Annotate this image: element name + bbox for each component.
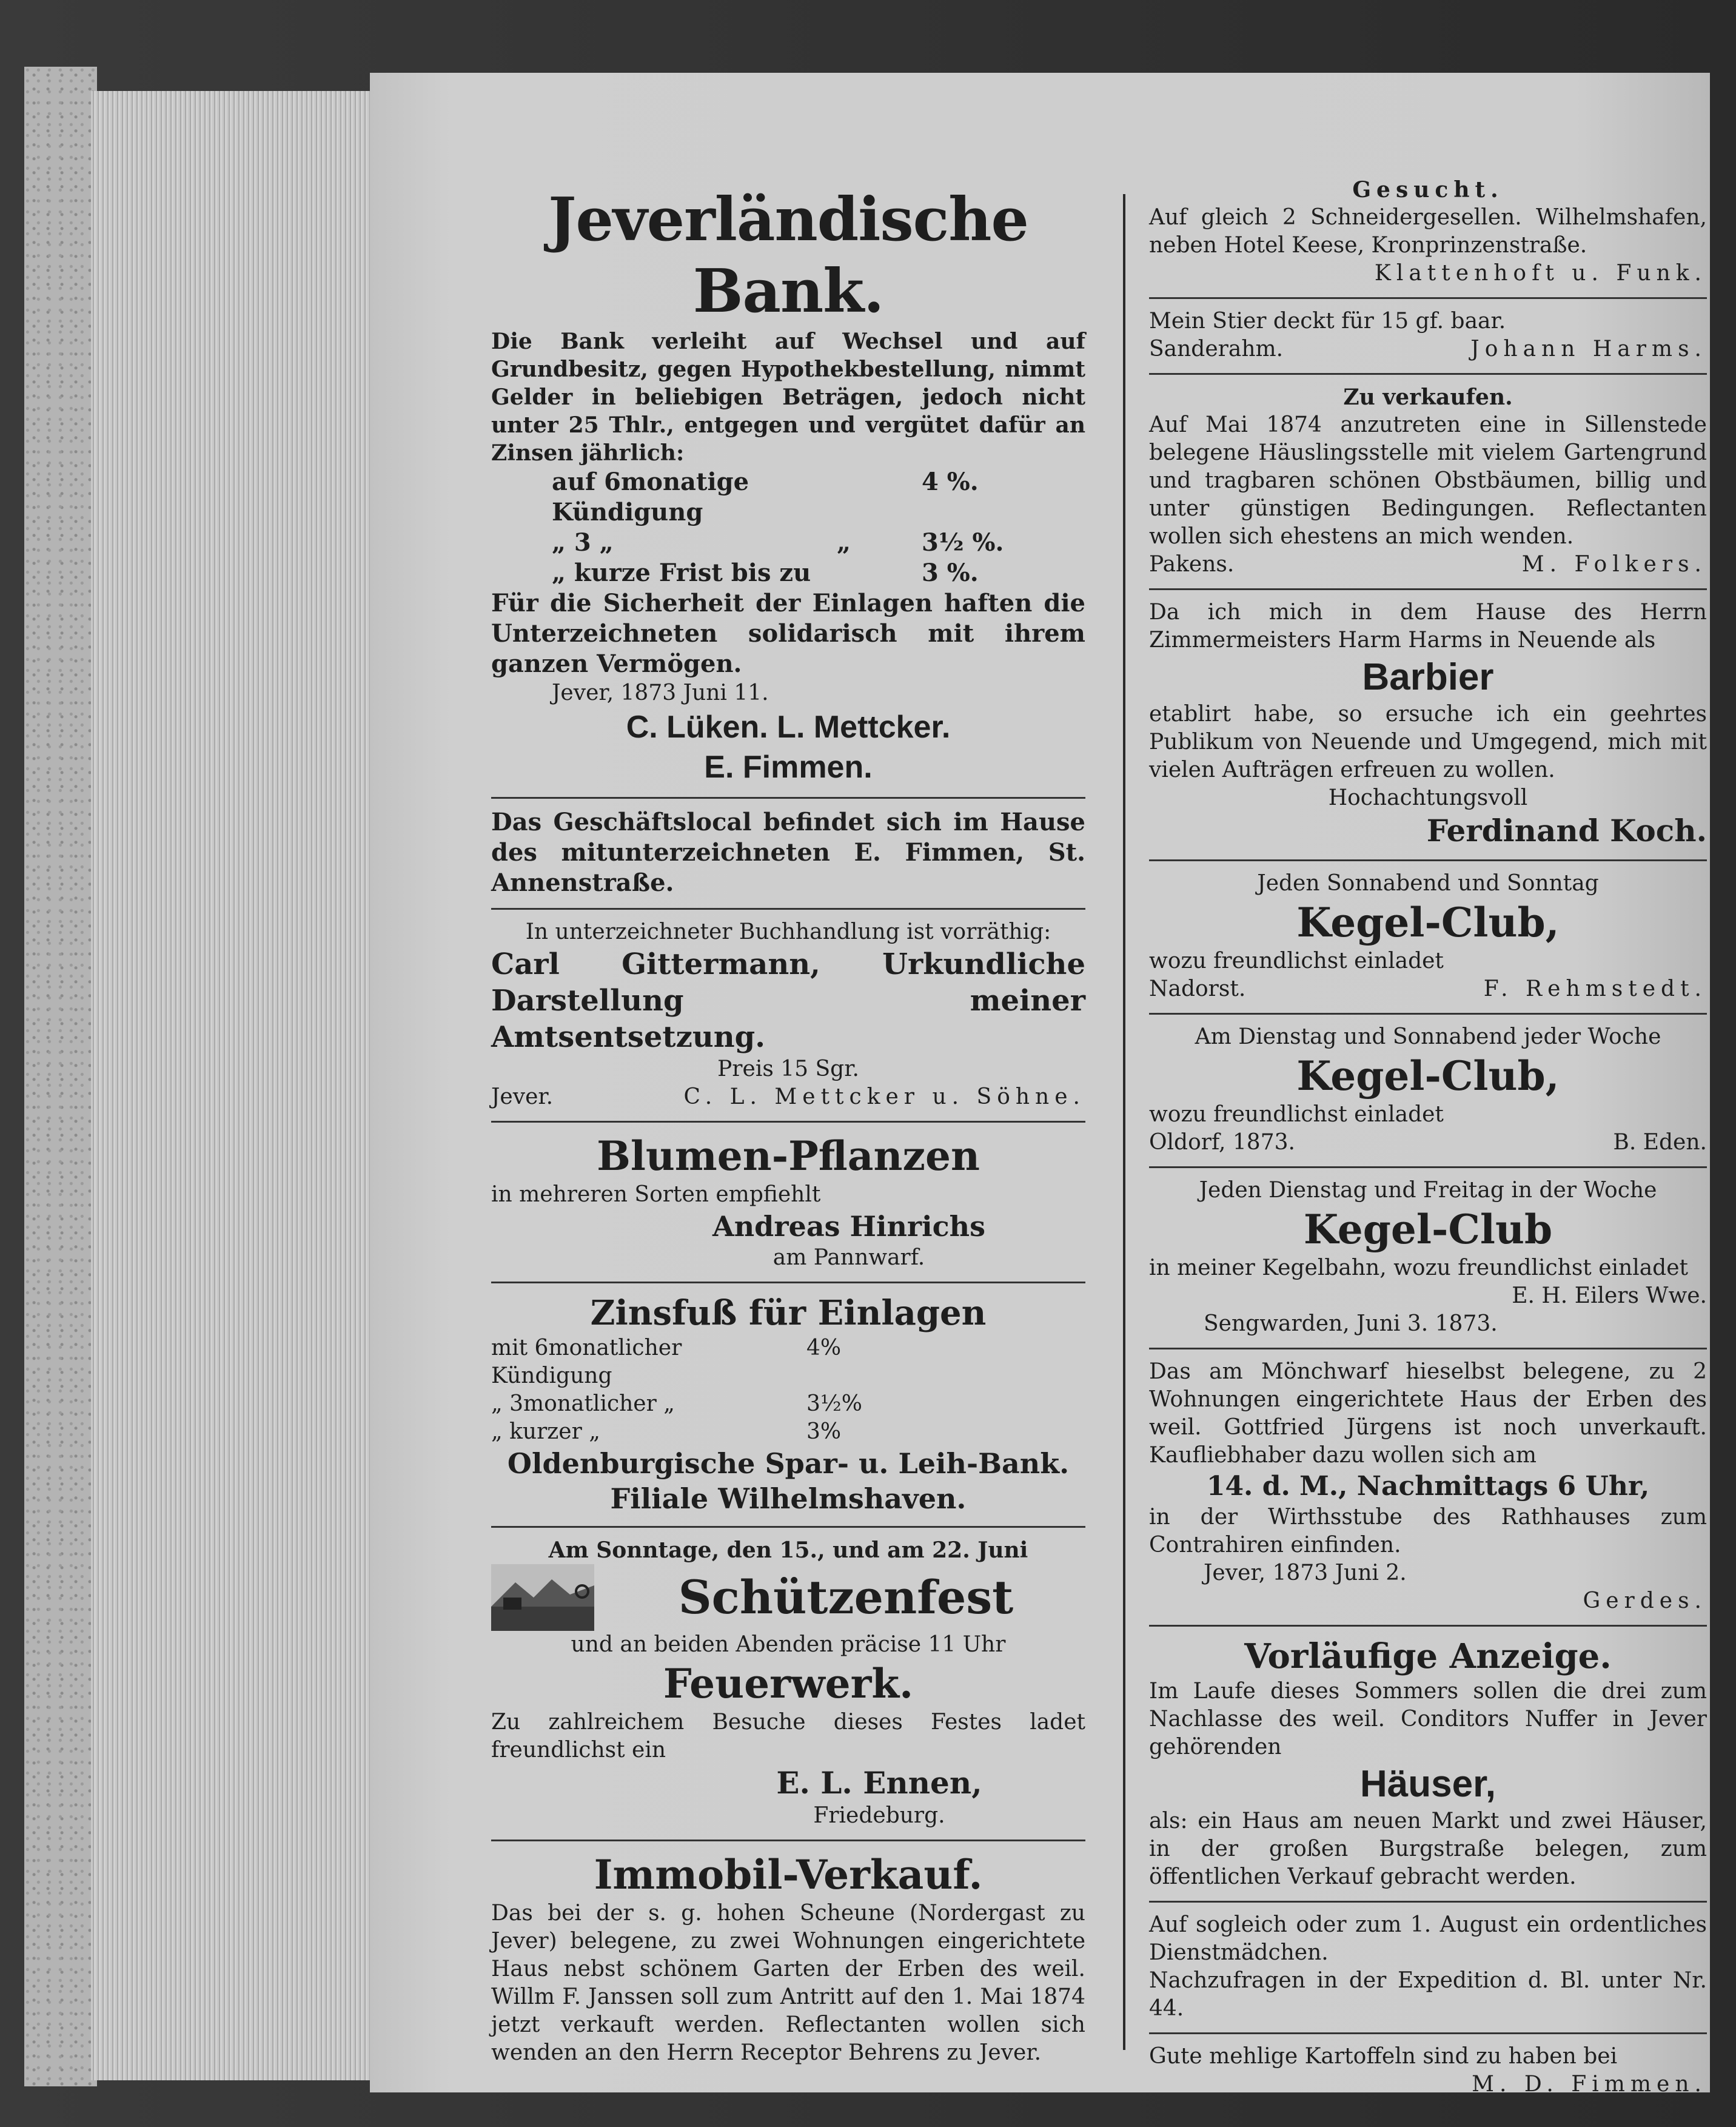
anzeige-text-second: als: ein Haus am neuen Markt und zwei Häuser, in der großen Burgstraße belegen, zum öffentlichen Verkauf gebracht werden. bbox=[1149, 1809, 1707, 1889]
stier-signature: Johann Harms. bbox=[1470, 337, 1707, 361]
stier-ad bbox=[1149, 299, 1707, 375]
haus-signature: Gerdes. bbox=[1583, 1588, 1707, 1613]
office-ad bbox=[491, 799, 1085, 910]
fest-name: E. L. Ennen, bbox=[776, 1765, 982, 1801]
bank-rate-row bbox=[491, 467, 1085, 528]
column-divider bbox=[1123, 194, 1125, 2050]
flowers-place: am Pannwarf. bbox=[772, 1245, 925, 1270]
kartoffeln-ad bbox=[1149, 2034, 1707, 2108]
kegel-title: Kegel-Club, bbox=[1296, 1052, 1560, 1100]
magd-text-second: Nachzufragen in der Expedition d. Bl. unter Nr. 44. bbox=[1149, 1968, 1707, 2021]
book-cover bbox=[24, 67, 97, 2086]
fest-invite: Zu zahlreichem Besuche dieses Festes ladet freundlichst ein bbox=[491, 1710, 1085, 1762]
verkaufen-place: Pakens. bbox=[1149, 552, 1235, 577]
book-intro: In unterzeichneter Buchhandlung ist vorräthig: bbox=[525, 919, 1051, 944]
kegel-signature: B. Eden. bbox=[1613, 1130, 1707, 1155]
barbier-name: Ferdinand Koch. bbox=[1426, 813, 1707, 848]
immobil-ad bbox=[491, 1841, 1085, 2077]
verkaufen-signature: M. Folkers. bbox=[1521, 552, 1707, 577]
interest-branch: Filiale Wilhelmshaven. bbox=[610, 1482, 967, 1515]
interest-bank: Oldenburgische Spar- u. Leih-Bank. bbox=[507, 1447, 1070, 1480]
kegel-text: wozu freundlichst einladet bbox=[1149, 949, 1444, 973]
rate-term: „ kurze Frist bis zu bbox=[552, 559, 811, 587]
fest-fireworks: Feuerwerk. bbox=[663, 1660, 914, 1707]
newspaper-page bbox=[370, 73, 1710, 2097]
fest-place: Friedeburg. bbox=[813, 1803, 945, 1828]
gesucht-title: Gesucht. bbox=[1352, 177, 1504, 203]
kegel-club-ad-second bbox=[1149, 1015, 1707, 1168]
kegel-club-ad-first bbox=[1149, 861, 1707, 1015]
haus-ad bbox=[1149, 1349, 1707, 1627]
gesucht-text: Auf gleich 2 Schneidergesellen. Wilhelmshafen, neben Hotel Keese, Kronprinzenstraße. bbox=[1149, 205, 1707, 258]
interest-label: mit 6monatlicher Kündigung bbox=[491, 1336, 682, 1388]
dienstmaedchen-ad bbox=[1149, 1903, 1707, 2034]
kegel-when: Jeden Dienstag und Freitag in der Woche bbox=[1199, 1178, 1657, 1203]
interest-row bbox=[491, 1334, 1085, 1390]
right-column bbox=[1149, 176, 1707, 2108]
interest-rate: 4% bbox=[806, 1336, 842, 1360]
kegel-place: Nadorst. bbox=[1149, 976, 1246, 1001]
stier-place: Sanderahm. bbox=[1149, 337, 1284, 361]
anzeige-ad bbox=[1149, 1627, 1707, 1903]
haus-text: Das am Mönchwarf hieselbst belegene, zu 2 Wohnungen eingerichtete Haus der Erben des weil. Gottfried Jürgens ist noch unverkauft. Kaufliebhaber dazu wollen sich am bbox=[1149, 1359, 1707, 1468]
kegel-club-ad-third bbox=[1149, 1168, 1707, 1349]
interest-title: Zinsfuß für Einlagen bbox=[590, 1293, 987, 1333]
kegel-when: Jeden Sonnabend und Sonntag bbox=[1257, 871, 1599, 896]
bank-rate-row bbox=[491, 558, 1085, 588]
barbier-title: Barbier bbox=[1362, 656, 1494, 698]
flowers-text: in mehreren Sorten empfiehlt bbox=[491, 1182, 821, 1207]
barbier-text-second: etablirt habe, so ersuche ich ein geehrtes Publikum von Neuende und Umgegend, mich mit vielen Aufträgen erfreuen zu wollen. bbox=[1149, 702, 1707, 782]
kegel-when: Am Dienstag und Sonnabend jeder Woche bbox=[1195, 1024, 1661, 1049]
interest-label: „ 3monatlicher „ bbox=[491, 1391, 675, 1416]
anzeige-title: Vorläufige Anzeige. bbox=[1244, 1636, 1612, 1676]
shooting-scene-illustration bbox=[491, 1564, 594, 1631]
bank-rate-row bbox=[491, 528, 1085, 558]
barbier-greeting: Hochachtungsvoll bbox=[1328, 785, 1528, 810]
fest-ad bbox=[491, 1528, 1085, 1841]
rate-mid bbox=[837, 558, 922, 588]
page-edges bbox=[91, 91, 376, 2080]
gesucht-signature: Klattenhoft u. Funk. bbox=[1374, 261, 1707, 286]
interest-ad bbox=[491, 1283, 1085, 1528]
haus-place: Jever, 1873 Juni 2. bbox=[1204, 1561, 1407, 1585]
magd-text: Auf sogleich oder zum 1. August ein ordentliches Dienstmädchen. bbox=[1149, 1912, 1707, 1965]
verkaufen-ad bbox=[1149, 375, 1707, 590]
fest-dates: Am Sonntage, den 15., und am 22. Juni bbox=[548, 1537, 1028, 1563]
kegel-text: in meiner Kegelbahn, wozu freundlichst einladet bbox=[1149, 1255, 1688, 1280]
rate-term: auf 6monatige Kündigung bbox=[552, 468, 749, 526]
book-title: Carl Gittermann, Urkundliche Darstellung meiner Amtsentsetzung. bbox=[491, 947, 1085, 1054]
bank-ad bbox=[491, 176, 1085, 799]
bank-date: Jever, 1873 Juni 11. bbox=[552, 680, 769, 705]
rate-mid bbox=[837, 467, 922, 528]
interest-row bbox=[491, 1418, 1085, 1446]
kegel-text: wozu freundlichst einladet bbox=[1149, 1102, 1444, 1127]
book-place: Jever. bbox=[491, 1084, 554, 1109]
barbier-ad bbox=[1149, 590, 1707, 861]
book-price: Preis 15 Sgr. bbox=[717, 1057, 859, 1081]
book-footer bbox=[491, 1083, 1085, 1111]
kegel-place: Oldorf, 1873. bbox=[1149, 1130, 1295, 1155]
office-text: Das Geschäftslocal befindet sich im Hause des mitunterzeichneten E. Fimmen, St. Annenstraße. bbox=[491, 808, 1085, 897]
rate-mid: „ bbox=[837, 528, 851, 557]
haus-text-second: in der Wirthsstube des Rathhauses zum Contrahiren einfinden. bbox=[1149, 1505, 1707, 1557]
interest-row bbox=[491, 1390, 1085, 1418]
bank-title: Jeverländische Bank. bbox=[548, 185, 1028, 326]
flowers-name: Andreas Hinrichs bbox=[712, 1210, 985, 1243]
kegel-title: Kegel-Club, bbox=[1296, 899, 1560, 946]
interest-rate: 3½% bbox=[806, 1391, 863, 1416]
kegel-title: Kegel-Club bbox=[1303, 1206, 1553, 1253]
kartoffeln-text: Gute mehlige Kartoffeln sind zu haben bei bbox=[1149, 2044, 1618, 2069]
gesucht-ad bbox=[1149, 176, 1707, 299]
bank-guarantee: Für die Sicherheit der Einlagen haften die Unterzeichneten solidarisch mit ihrem ganzen Vermögen. bbox=[491, 589, 1085, 678]
rate-value: 3½ %. bbox=[922, 528, 1004, 557]
interest-rate: 3% bbox=[806, 1419, 842, 1444]
anzeige-text: Im Laufe dieses Sommers sollen die drei zum Nachlasse des weil. Conditors Nuffer in Jever gehörenden bbox=[1149, 1679, 1707, 1759]
flowers-title: Blumen-Pflanzen bbox=[597, 1132, 980, 1180]
kegel-signature: E. H. Eilers Wwe. bbox=[1512, 1283, 1707, 1308]
barbier-text: Da ich mich in dem Hause des Herrn Zimmermeisters Harm Harms in Neuende als bbox=[1149, 600, 1707, 653]
bank-signers-second: E. Fimmen. bbox=[704, 750, 873, 785]
kartoffeln-signature: M. D. Fimmen. bbox=[1472, 2072, 1707, 2097]
kegel-place: Sengwarden, Juni 3. 1873. bbox=[1204, 1311, 1498, 1336]
immobil-text: Das bei der s. g. hohen Scheune (Nordergast zu Jever) belegene, zu zwei Wohnungen eingerichtete Haus nebst schönem Garten der Erben des weil. Willm F. Janssen soll zum Antritt auf den 1. Mai 1874 jetzt verkauft werden. Reflectanten wollen sich wenden an den Herrn Receptor Behrens zu Jever. bbox=[491, 1901, 1085, 2065]
book-ad bbox=[491, 910, 1085, 1123]
stier-text: Mein Stier deckt für 15 gf. baar. bbox=[1149, 309, 1506, 334]
immobil-title: Immobil-Verkauf. bbox=[594, 1851, 983, 1898]
rate-value: 4 %. bbox=[922, 468, 979, 496]
book-seller: C. L. Mettcker u. Söhne. bbox=[683, 1084, 1085, 1109]
verkaufen-title: Zu verkaufen. bbox=[1343, 385, 1513, 410]
anzeige-big: Häuser, bbox=[1359, 1763, 1496, 1805]
bank-intro: Die Bank verleiht auf Wechsel und auf Grundbesitz, gegen Hypothekbestellung, nimmt Gelder in beliebigen Beträgen, jedoch nicht unter 25 Thlr., entgegen und vergütet dafür an Zinsen jährlich: bbox=[491, 329, 1085, 466]
kegel-signature: F. Rehmstedt. bbox=[1483, 976, 1707, 1001]
verkaufen-text: Auf Mai 1874 anzutreten eine in Sillenstede belegene Häuslingsstelle mit vielem Gartengrund und tragbaren schönen Obstbäumen, billig und unter günstigen Bedingungen. Reflectanten wollen sich ehestens an mich wenden. bbox=[1149, 412, 1707, 549]
rate-value: 3 %. bbox=[922, 559, 979, 587]
flowers-ad bbox=[491, 1123, 1085, 1283]
bank-rates bbox=[491, 467, 1085, 588]
fest-line: und an beiden Abenden präcise 11 Uhr bbox=[571, 1632, 1006, 1657]
left-column bbox=[491, 176, 1085, 2077]
bank-signers: C. Lüken. L. Mettcker. bbox=[626, 710, 951, 745]
rate-term: „ 3 „ bbox=[552, 528, 614, 557]
fest-title: Schützenfest bbox=[678, 1570, 1014, 1624]
interest-label: „ kurzer „ bbox=[491, 1419, 600, 1444]
haus-date: 14. d. M., Nachmittags 6 Uhr, bbox=[1206, 1471, 1650, 1502]
